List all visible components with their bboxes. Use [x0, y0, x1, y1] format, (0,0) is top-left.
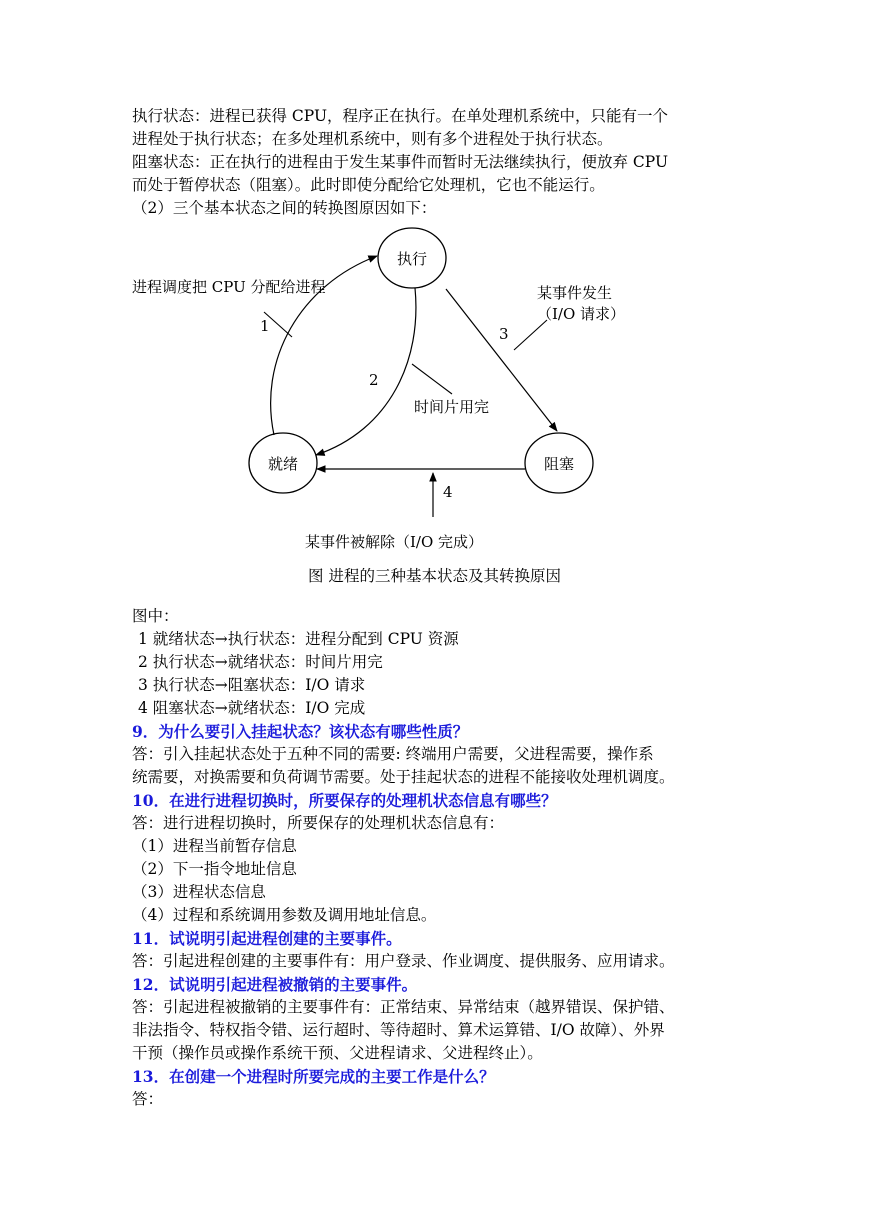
state-run-label: 执行 [396, 250, 428, 268]
question-9: 9．为什么要引入挂起状态？该状态有哪些性质？ [132, 722, 469, 741]
question-11: 11．试说明引起进程创建的主要事件。 [132, 929, 402, 948]
question-12: 12．试说明引起进程被撤销的主要事件。 [132, 975, 418, 994]
answer-12-line3: 干预（操作员或操作系统干预、父进程请求、父进程终止）。 [132, 1044, 543, 1062]
intro-run-state-line1: 执行状态：进程已获得 CPU，程序正在执行。在单处理机系统中，只能有一个 [132, 107, 669, 125]
answer-10-item: （2）下一指令地址信息 [132, 860, 297, 878]
state-transition-diagram [0, 0, 869, 560]
edge-4-number: 4 [443, 483, 453, 501]
answer-11: 答：引起进程创建的主要事件有：用户登录、作业调度、提供服务、应用请求。 [132, 952, 675, 970]
answer-12-line1: 答：引起进程被撤销的主要事件有：正常结束、异常结束（越界错误、保护错、 [132, 998, 675, 1016]
legend-item: 4 阻塞状态→就绪状态：I/O 完成 [138, 699, 366, 717]
state-ready-label: 就绪 [267, 455, 299, 473]
edge-3-label-line1: 某事件发生 [537, 284, 613, 302]
answer-10-item: （4）过程和系统调用参数及调用地址信息。 [132, 906, 437, 924]
answer-12-line2: 非法指令、特权指令错、运行超时、等待超时、算术运算错、I/O 故障）、外界 [132, 1021, 665, 1039]
edge-2-run-to-ready [316, 288, 416, 455]
answer-10-intro: 答：进行进程切换时，所要保存的处理机状态信息有： [132, 814, 505, 832]
intro-run-state-line2: 进程处于执行状态；在多处理机系统中，则有多个进程处于执行状态。 [132, 130, 613, 148]
edge-1-label: 进程调度把 CPU 分配给进程 [132, 278, 326, 296]
intro-blocked-state-line1: 阻塞状态：正在执行的进程由于发生某事件而暂时无法继续执行，便放弃 CPU [132, 153, 669, 171]
intro-blocked-state-line2: 而处于暂停状态（阻塞）。此时即使分配给它处理机，它也不能运行。 [132, 176, 605, 194]
edge-4-label: 某事件被解除（I/O 完成） [305, 533, 484, 551]
answer-10-item: （3）进程状态信息 [132, 883, 266, 901]
state-blocked-label: 阻塞 [543, 455, 575, 473]
answer-10-item: （1）进程当前暂存信息 [132, 837, 297, 855]
edge-2-leader-line [412, 364, 452, 394]
answer-9-line2: 统需要，对换需要和负荷调节需要。处于挂起状态的进程不能接收处理机调度。 [132, 768, 675, 786]
intro-transition-heading: （2）三个基本状态之间的转换图原因如下： [132, 199, 437, 217]
legend-heading: 图中： [132, 607, 179, 625]
legend-item: 1 就绪状态→执行状态：进程分配到 CPU 资源 [138, 630, 459, 648]
edge-1-number: 1 [260, 317, 270, 335]
question-13: 13．在创建一个进程时所要完成的主要工作是什么？ [132, 1067, 495, 1086]
edge-2-number: 2 [369, 371, 379, 389]
edge-2-label: 时间片用完 [414, 398, 490, 416]
legend-item: 3 执行状态→阻塞状态：I/O 请求 [138, 676, 366, 694]
edge-3-leader-line [514, 320, 547, 350]
edge-3-number: 3 [499, 325, 509, 343]
legend-item: 2 执行状态→就绪状态：时间片用完 [138, 653, 383, 671]
answer-9-line1: 答：引入挂起状态处于五种不同的需要: 终端用户需要，父进程需要，操作系 [132, 745, 654, 763]
edge-3-label-line2: （I/O 请求） [537, 305, 626, 323]
question-10: 10．在进行进程切换时，所要保存的处理机状态信息有哪些？ [132, 791, 557, 810]
diagram-caption: 图 进程的三种基本状态及其转换原因 [308, 567, 561, 585]
answer-13: 答： [132, 1090, 164, 1108]
